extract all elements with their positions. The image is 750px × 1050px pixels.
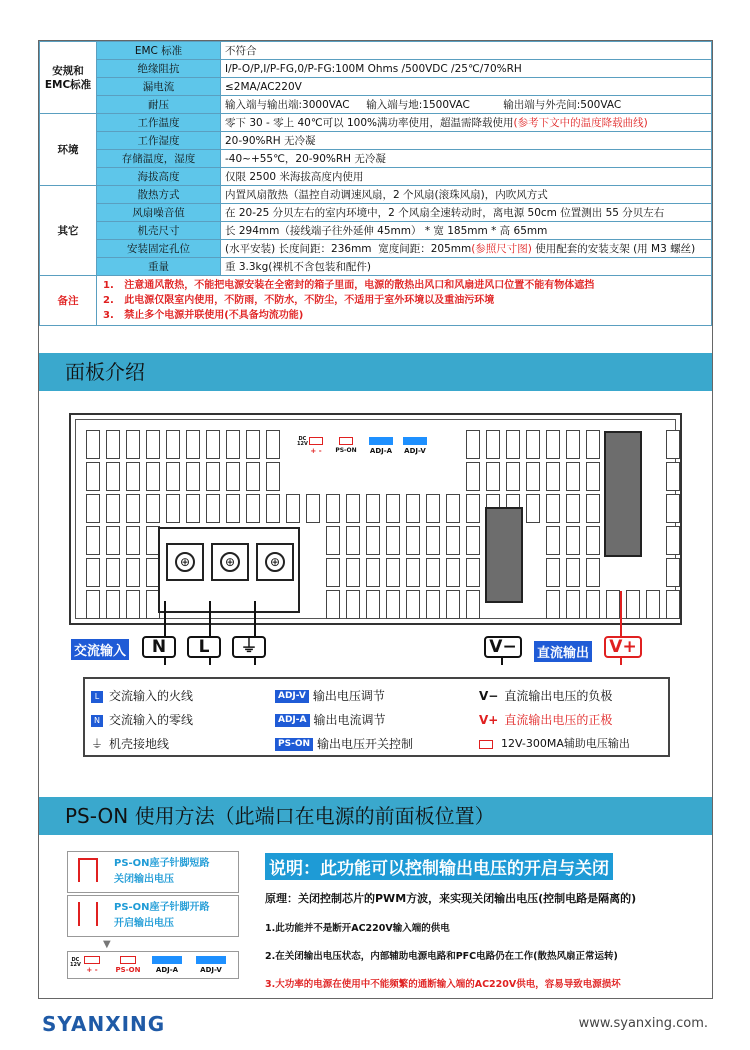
spec-row (40, 258, 712, 276)
vent-slot (666, 462, 680, 491)
vent-slot (226, 494, 240, 523)
pson-port-label: PS-ON (115, 966, 141, 974)
vent-slot (526, 494, 540, 523)
vent-slot (586, 430, 600, 459)
spec-value-text: 内置风扇散热（温控自动调速风扇，2 个风扇(滚珠风扇)，内吹风方式 (225, 189, 548, 201)
legend-l-text: 交流输入的火线 (109, 689, 194, 703)
spec-label: 工作湿度 (97, 132, 221, 150)
pson-headline: 说明：此功能可以控制输出电压的开启与关闭 (265, 853, 613, 880)
spec-label: 散热方式 (97, 186, 221, 204)
spec-label: 重量 (97, 258, 221, 276)
vent-slot (586, 462, 600, 491)
spec-label: 工作温度 (97, 114, 221, 132)
legend-pson-text: 输出电压开关控制 (317, 737, 414, 751)
adja-port-label: ADJ-A (369, 447, 393, 455)
pson-point-3: 3.大功率的电源在使用中不能频繁的通断输入端的AC220V供电，容易导致电源损坏 (265, 979, 621, 990)
vent-slot (126, 494, 140, 523)
legend-n-text: 交流输入的零线 (109, 713, 194, 727)
vent-slot (246, 430, 260, 459)
spec-label: EMC 标准 (97, 42, 221, 60)
spec-value (221, 132, 712, 150)
vent-slot (446, 494, 460, 523)
spec-label: 漏电流 (97, 78, 221, 96)
vent-slot (266, 462, 280, 491)
vent-slot (486, 430, 500, 459)
notes-cell (97, 276, 712, 326)
vent-slot (666, 494, 680, 523)
spec-label: 耐压 (97, 96, 221, 114)
pson-point-1: 1.此功能并不是断开AC220V输入端的供电 (265, 923, 450, 934)
pson-explanation (265, 853, 705, 990)
vent-slot (326, 494, 340, 523)
spec-value (221, 204, 712, 222)
legend-g-text: 机壳接地线 (109, 737, 170, 751)
legend-ground (91, 735, 169, 752)
adja-pot-icon (152, 956, 182, 964)
spec-value-text: -40~+55℃，20-90%RH 无冷凝 (225, 153, 386, 165)
vent-slot (146, 430, 160, 459)
spec-label: 安装固定孔位 (97, 240, 221, 258)
aux-port-icon (84, 956, 100, 964)
pson-open-label-2: 开启输出电压 (114, 918, 174, 929)
spec-value-text: 零下 30 - 零上 40℃可以 100%满功率使用，超温需降载使用 (225, 117, 514, 129)
vent-slot (466, 494, 480, 523)
pson-point-2: 2.在关闭输出电压状态，内部辅助电源电路和PFC电路仍在工作(散热风扇正常运转) (265, 951, 618, 962)
pson-short-label-1: PS-ON座子针脚短路 (114, 858, 210, 869)
spec-value (221, 150, 712, 168)
pson-tag: PS-ON (275, 738, 313, 751)
legend-vplus-text: 直流输出电压的正极 (504, 713, 613, 727)
legend-vminus-text: 直流输出电压的负极 (504, 689, 613, 703)
note-item: 1. 注意通风散热，不能把电源安装在全密封的箱子里面，电源的散热出风口和风扇进风口位置不能有物体遮挡 (103, 280, 595, 291)
spec-value (221, 96, 712, 114)
screw-icon: ⊕ (265, 552, 285, 572)
vent-slot (546, 430, 560, 459)
spec-value (221, 114, 712, 132)
down-arrow-icon: ▼ (103, 939, 111, 950)
v-plus-label: V+ (604, 636, 642, 658)
brand-logo: SYANXING (42, 1012, 166, 1036)
jumper-open-icon (78, 902, 98, 926)
spec-category: 环境 (40, 114, 97, 186)
ac-input-label: 交流输入 (71, 639, 129, 660)
pson-port-icon (120, 956, 136, 964)
spec-value-text: 20-90%RH 无冷凝 (225, 135, 316, 147)
vent-slot (526, 430, 540, 459)
spec-value-text: 不符合 (225, 45, 257, 57)
spec-value-text: 在 20-25 分贝左右的室内环境中，2 个风扇全速转动时，离电源 50cm 位置测出 55 分贝左右 (225, 207, 665, 219)
spec-value-text: ≤2MA/AC220V (225, 80, 302, 93)
jumper-short-icon (78, 858, 98, 882)
pson-port-label: PS-ON (335, 447, 357, 454)
vent-slot (206, 462, 220, 491)
vent-slot (86, 462, 100, 491)
adja-pot-icon[interactable] (369, 437, 393, 445)
vent-slot (186, 462, 200, 491)
adjv-tag: ADJ-V (275, 690, 309, 703)
vent-slot (166, 494, 180, 523)
terminal-n-label: N (142, 636, 176, 658)
spec-value (221, 78, 712, 96)
vent-slot (506, 430, 520, 459)
vent-slot (206, 430, 220, 459)
website-link[interactable]: www.syanxing.com. (578, 1016, 708, 1031)
vent-slot (406, 494, 420, 523)
spec-row (40, 150, 712, 168)
vent-slot (306, 494, 320, 523)
vent-slot (86, 430, 100, 459)
control-port-strip (297, 435, 437, 457)
legend-adja-text: 输出电流调节 (313, 713, 386, 727)
spec-value-text: I/P-O/P,I/P-FG,0/P-FG:100M Ohms /500VDC /25℃/70%RH (225, 62, 522, 75)
vent-slot (566, 494, 580, 523)
vent-slot (666, 430, 680, 459)
vent-slot (166, 462, 180, 491)
spec-value (221, 258, 712, 276)
pson-section-title: PS-ON 使用方法（此端口在电源的前面板位置） (65, 804, 495, 828)
spec-value (221, 240, 712, 258)
ground-icon: ⏚ (232, 636, 266, 658)
wiring-lines (39, 541, 712, 681)
adjv-port-label: ADJ-V (200, 966, 222, 974)
panel-section-title: 面板介绍 (65, 360, 145, 384)
spec-category: 其它 (40, 186, 97, 276)
vent-slot (106, 462, 120, 491)
pson-open-box (67, 895, 239, 937)
pson-short-label-2: 关闭输出电压 (114, 874, 174, 885)
spec-value-tail: 使用配套的安装支架 (用 M3 螺丝) (531, 243, 696, 255)
spec-row (40, 168, 712, 186)
pson-port-strip (67, 951, 239, 979)
vent-slot (426, 494, 440, 523)
panel-section-banner (39, 353, 712, 391)
vent-slot (186, 494, 200, 523)
spec-row (40, 78, 712, 96)
aux-port-icon (479, 740, 493, 749)
spec-row (40, 96, 712, 114)
spec-row (40, 42, 712, 60)
spec-row (40, 114, 712, 132)
spec-label: 海拔高度 (97, 168, 221, 186)
vent-slot (366, 494, 380, 523)
pson-port-icon (339, 437, 353, 445)
vent-slot (186, 430, 200, 459)
spec-value-note: (参照尺寸图) (471, 243, 532, 255)
spec-row (40, 240, 712, 258)
spec-value-text: 仅限 2500 米海拔高度内使用 (225, 171, 364, 183)
pson-section-banner (39, 797, 712, 835)
legend-aux-text: 12V-300MA辅助电压输出 (501, 737, 630, 750)
vent-slot (226, 430, 240, 459)
legend-adjv (275, 687, 385, 704)
notes-category: 备注 (40, 276, 97, 326)
adjv-port-label: ADJ-V (404, 447, 426, 455)
vminus-symbol: V− (479, 689, 499, 703)
vent-slot (86, 494, 100, 523)
vent-slot (566, 430, 580, 459)
vent-slot (566, 462, 580, 491)
spec-value (221, 186, 712, 204)
vent-slot (106, 494, 120, 523)
vent-slot (586, 494, 600, 523)
spec-row (40, 222, 712, 240)
spec-value-text: 长 294mm（接线端子往外延伸 45mm） * 宽 185mm * 高 65mm (225, 225, 548, 237)
spec-value-text: 重 3.3kg(裸机不含包装和配件) (225, 261, 371, 273)
terminal-l-label: L (187, 636, 221, 658)
dc-12v-label: DC 12V (70, 957, 81, 968)
legend-vplus (479, 711, 612, 728)
aux-port-polarity: + - (86, 966, 98, 974)
vent-slot (126, 430, 140, 459)
screw-icon: ⊕ (220, 552, 240, 572)
legend-vminus (479, 687, 612, 704)
legend-adjv-text: 输出电压调节 (312, 689, 385, 703)
vent-slot (266, 430, 280, 459)
panel-legend (83, 677, 670, 757)
legend-aux (479, 735, 630, 751)
aux-port-polarity: + - (310, 447, 322, 455)
vent-slot (246, 462, 260, 491)
pson-diagram (67, 851, 247, 981)
spec-value-note: (参考下文中的温度降载曲线) (513, 117, 648, 129)
spec-value-text: (水平安装) 长度间距：236mm 宽度间距：205mm (225, 243, 472, 255)
spec-value-text: 输入端与输出端:3000VAC 输入端与地:1500VAC 输出端与外壳间:500VAC (225, 99, 622, 111)
vent-slot (206, 494, 220, 523)
vent-slot (466, 430, 480, 459)
page-frame (38, 40, 713, 999)
legend-pson (275, 735, 413, 752)
vent-slot (486, 462, 500, 491)
spec-label: 机壳尺寸 (97, 222, 221, 240)
spec-category: 安规和 EMC标准 (40, 42, 97, 114)
vent-slot (546, 494, 560, 523)
vent-slot (286, 494, 300, 523)
vent-slot (106, 430, 120, 459)
aux-port-icon (309, 437, 323, 445)
vent-slot (546, 462, 560, 491)
spec-row (40, 204, 712, 222)
l-tag-icon: L (91, 691, 103, 703)
vent-slot (346, 494, 360, 523)
dc-output-label: 直流输出 (534, 641, 592, 662)
vplus-symbol: V+ (479, 713, 499, 727)
vent-slot (246, 494, 260, 523)
spec-label: 绝缘阻抗 (97, 60, 221, 78)
adjv-pot-icon[interactable] (403, 437, 427, 445)
vent-slot (506, 462, 520, 491)
spec-row (40, 186, 712, 204)
vent-slot (526, 462, 540, 491)
pson-open-label-1: PS-ON座子针脚开路 (114, 902, 210, 913)
spec-row (40, 60, 712, 78)
pson-principle: 原理：关闭控制芯片的PWM方波，来实现关闭输出电压(控制电路是隔离的) (265, 892, 637, 905)
dc-12v-label: DC 12V (297, 436, 308, 447)
note-item: 2. 此电源仅限室内使用，不防雨，不防水，不防尘，不适用于室外环境以及重油污环境 (103, 295, 495, 306)
dc-positive-post (604, 431, 642, 557)
vent-slot (386, 494, 400, 523)
notes-row (40, 276, 712, 326)
vent-slot (266, 494, 280, 523)
spec-row (40, 132, 712, 150)
spec-table (39, 41, 712, 326)
adja-port-label: ADJ-A (155, 966, 179, 974)
vent-slot (226, 462, 240, 491)
spec-value (221, 60, 712, 78)
legend-l (91, 687, 193, 704)
ground-icon: ⏚ (91, 737, 104, 751)
note-item: 3. 禁止多个电源并联使用(不具备均流功能) (103, 310, 304, 321)
vent-slot (146, 494, 160, 523)
n-tag-icon: N (91, 715, 103, 727)
vent-slot (466, 462, 480, 491)
v-minus-label: V− (484, 636, 522, 658)
pson-short-box (67, 851, 239, 893)
spec-label: 存储温度，湿度 (97, 150, 221, 168)
legend-n (91, 711, 193, 728)
spec-value (221, 222, 712, 240)
vent-slot (146, 462, 160, 491)
adja-tag: ADJ-A (275, 714, 310, 727)
legend-adja (275, 711, 386, 728)
vent-slot (126, 462, 140, 491)
vent-slot (166, 430, 180, 459)
screw-icon: ⊕ (175, 552, 195, 572)
spec-value (221, 42, 712, 60)
spec-value (221, 168, 712, 186)
adjv-pot-icon (196, 956, 226, 964)
spec-label: 风扇噪音值 (97, 204, 221, 222)
